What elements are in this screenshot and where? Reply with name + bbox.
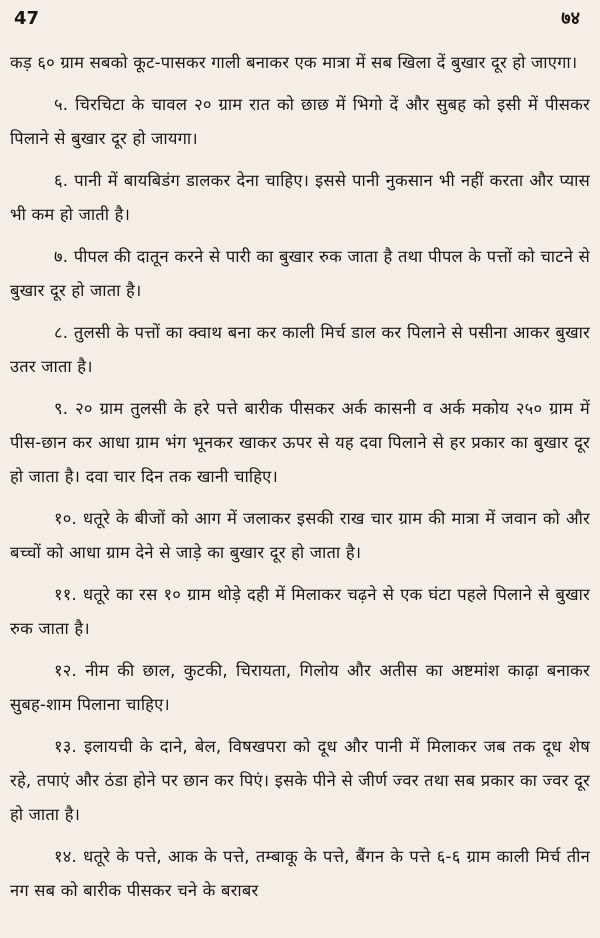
remedy-14: १४. धतूरे के पत्ते, आक के पत्ते, तम्बाकू के पत्ते, बैंगन के पत्ते ६-६ ग्राम काली मिर्च तीन नग सब को बारीक पीसकर चने के बराबर [10, 847, 590, 900]
page-header [10, 6, 590, 32]
paragraph-continuation: कड़ ६० ग्राम सबको कूट-पासकर गाली बनाकर एक मात्रा में सब खिला दें बुखार दूर हो जाएगा। [10, 53, 578, 72]
remedy-5: ५. चिरचिटा के चावल २० ग्राम रात को छाछ में भिगो दें और सुबह को इसी में पीसकर पिलाने से बुखार दूर हो जायगा। [10, 95, 590, 148]
remedy-6: ६. पानी में बायबिडंग डालकर देना चाहिए। इससे पानी नुकसान भी नहीं करता और प्यास भी कम हो जाती है। [10, 171, 590, 224]
remedy-8: ८. तुलसी के पत्तों का क्वाथ बना कर काली मिर्च डाल कर पिलाने से पसीना आकर बुखार उतर जाता है। [10, 323, 590, 376]
remedy-7: ७. पीपल की दातून करने से पारी का बुखार रुक जाता है तथा पीपल के पत्तों को चाटने से बुखार दूर हो जाता है। [10, 247, 590, 300]
remedy-13: १३. इलायची के दाने, बेल, विषखपरा को दूध और पानी में मिलाकर जब तक दूध शेष रहे, तपाएं और ठंडा होने पर छान कर पिएं। इसके पीने से जीर्ण ज्वर तथा सब प्रकार का ज्वर दूर हो जाता है। [10, 737, 590, 824]
left-page-number: 47 [14, 8, 40, 29]
remedy-11: ११. धतूरे का रस १० ग्राम थोड़े दही में मिलाकर चढ़ने से एक घंटा पहले पिलाने से बुखार रुक जाता है। [10, 585, 590, 638]
remedy-12: १२. नीम की छाल, कुटकी, चिरायता, गिलोय और अतीस का अष्टमांश काढ़ा बनाकर सुबह-शाम पिलाना चाहिए। [10, 661, 590, 714]
page-body [10, 46, 590, 908]
remedy-10: १०. धतूरे के बीजों को आग में जलाकर इसकी राख चार ग्राम की मात्रा में जवान को और बच्चों को आधा ग्राम देने से जाड़े का बुखार दूर हो जाता है। [10, 509, 590, 562]
right-page-number: ७४ [561, 8, 580, 29]
remedy-9: ९. २० ग्राम तुलसी के हरे पत्ते बारीक पीसकर अर्क कासनी व अर्क मकोय २५० ग्राम में पीस-छान कर आधा ग्राम भंग भूनकर खाकर ऊपर से यह दवा पिलाने से हर प्रकार का बुखार दूर हो जाता है। दवा चार दिन तक खानी चाहिए। [10, 399, 590, 486]
